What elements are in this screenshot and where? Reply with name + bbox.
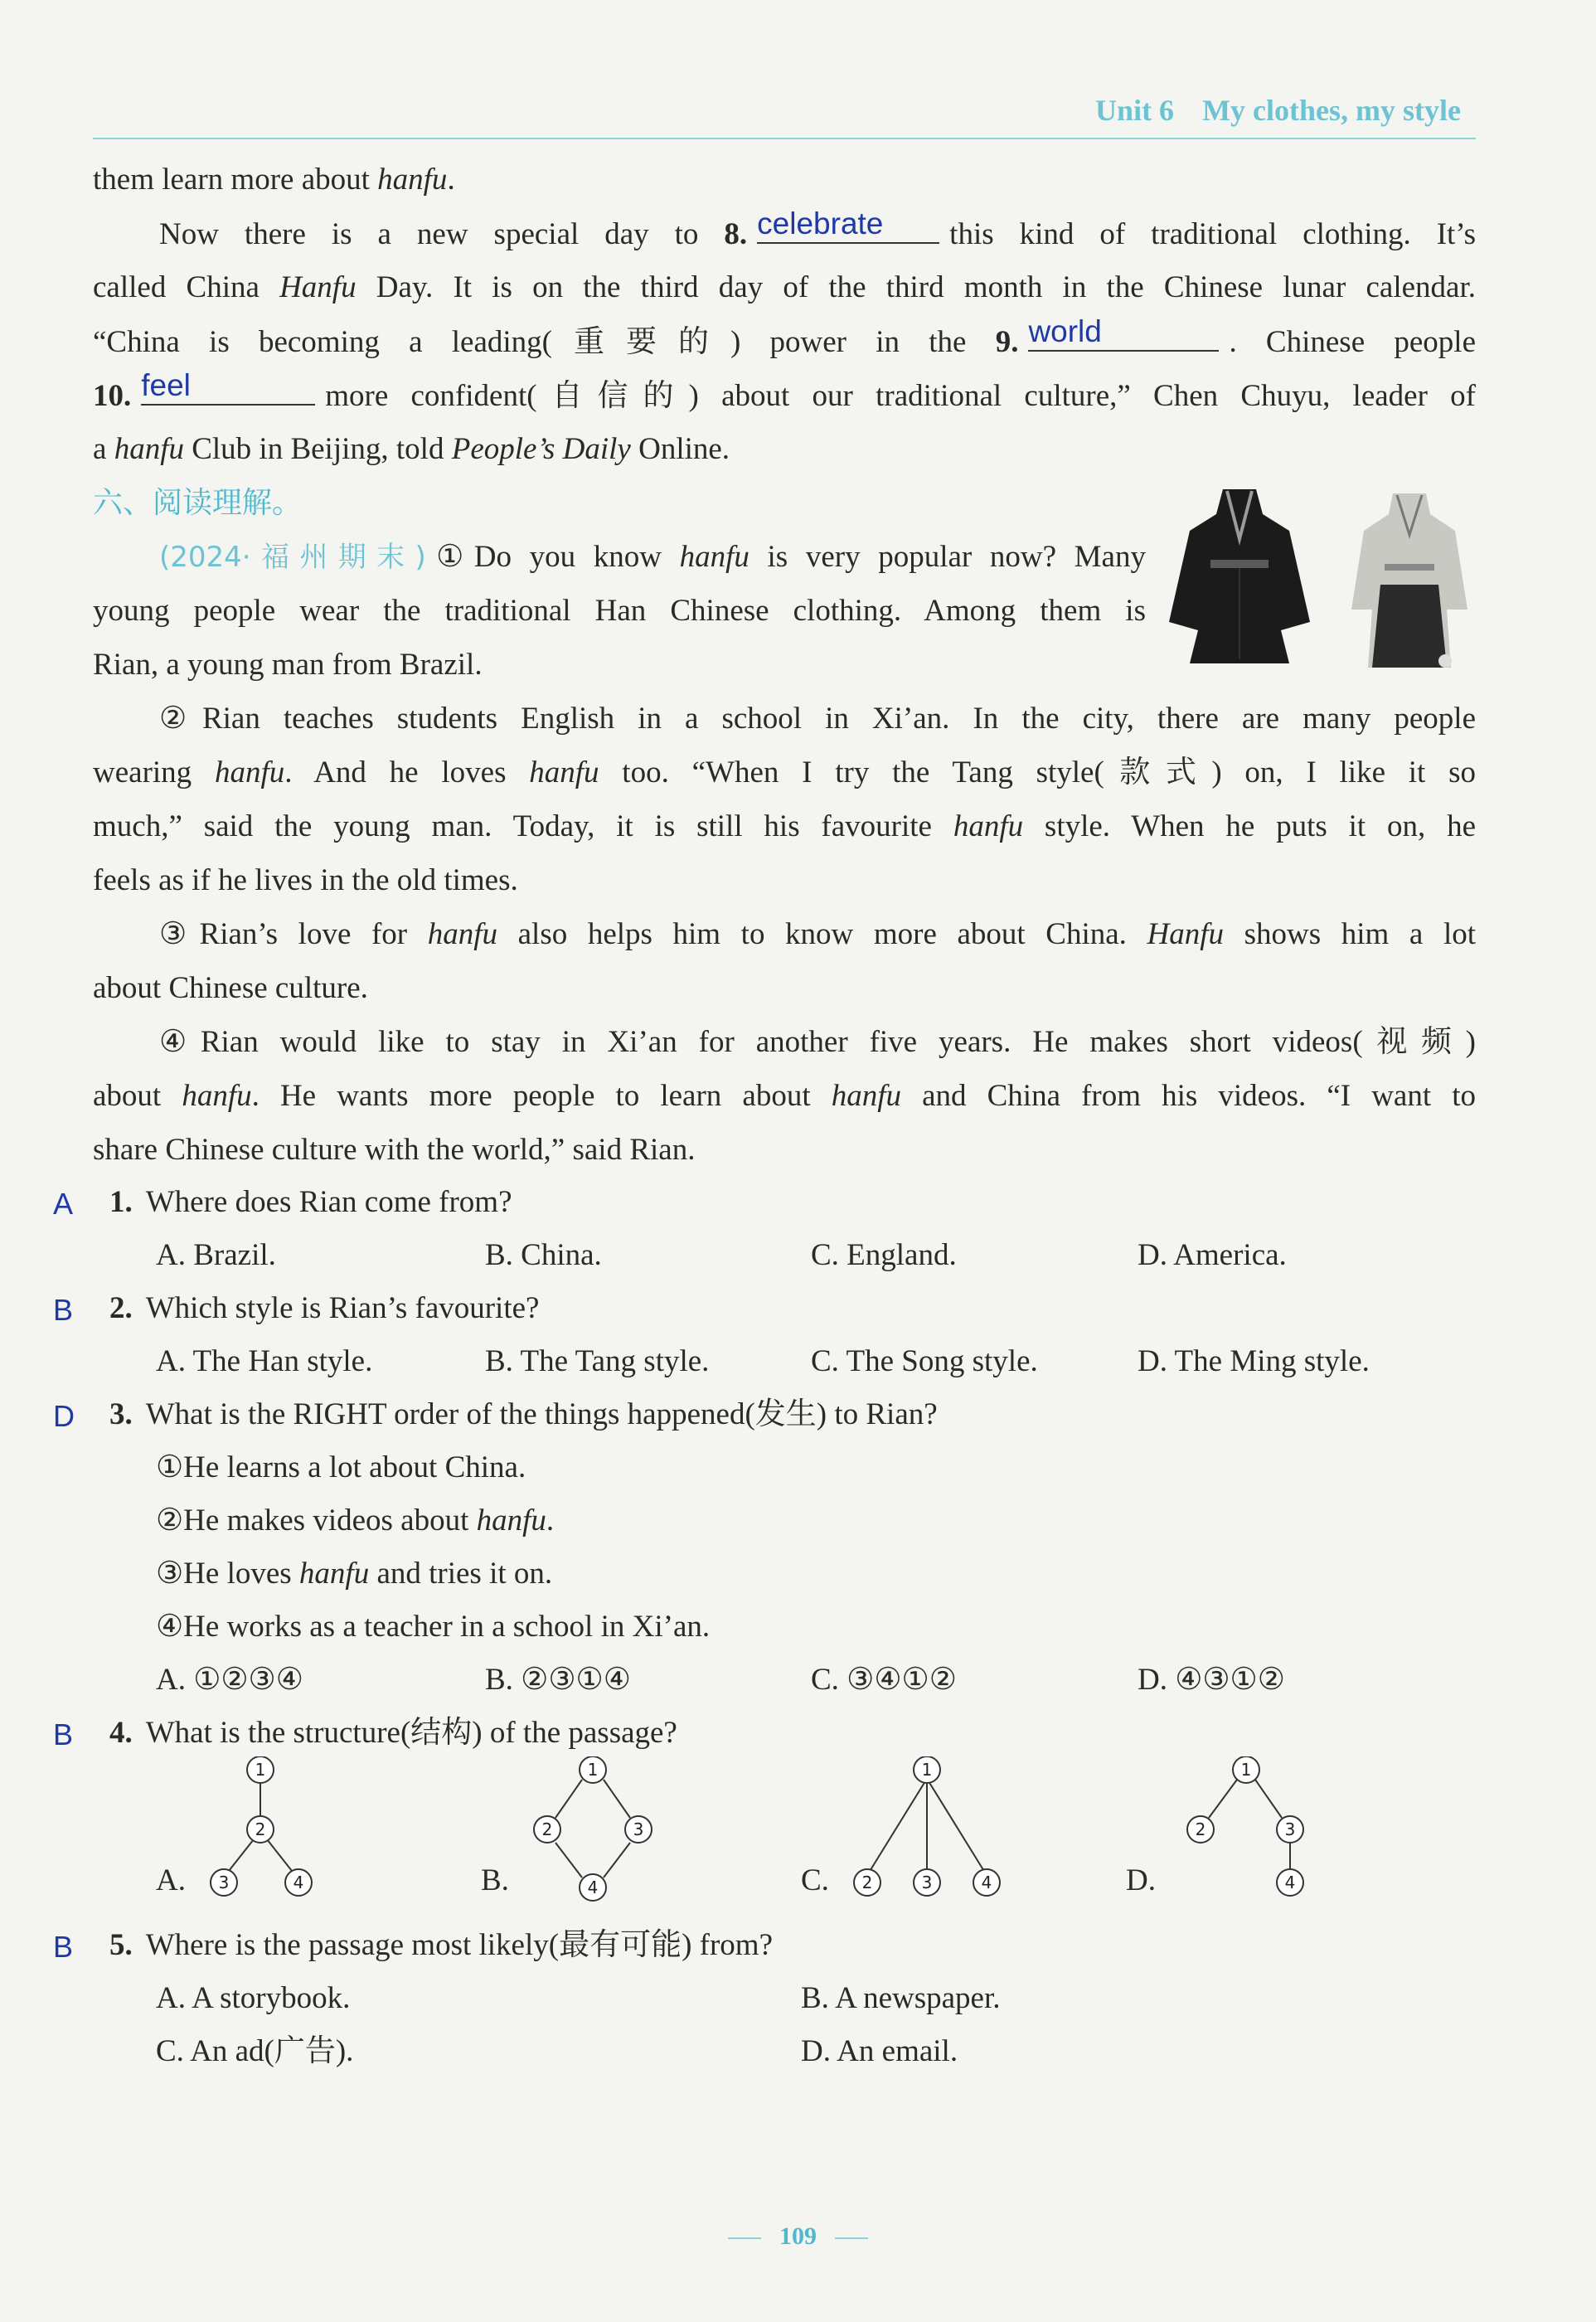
q4-diagram-a xyxy=(199,1756,332,1906)
q4-a-node-3: 3 xyxy=(218,1873,230,1892)
reading-p4-line-3: share Chinese culture with the world,” said Rian. xyxy=(93,1133,696,1167)
q3-option-a[interactable]: A. ①②③④ xyxy=(156,1663,303,1697)
q4-option-a[interactable]: A. xyxy=(156,1863,186,1897)
passage-line-4: “China is becoming a leading(重要的) power in the 9. world . Chinese people xyxy=(93,314,1476,359)
q4-diagram-d xyxy=(1169,1756,1318,1906)
reading-p4-line-1: ④Rian would like to stay in Xi’an for another five years. He makes short videos(视频) xyxy=(159,1025,1476,1059)
reading-p2-line-2: wearing hanfu. And he loves hanfu too. “When I try the Tang style(款式) on, I like it so xyxy=(93,755,1477,789)
blank-10[interactable] xyxy=(141,369,315,406)
q5-stem: 5. Where is the passage most likely(最有可能) from? xyxy=(109,1928,773,1962)
passage-line-6: a hanfu Club in Beijing, told People’s Daily Online. xyxy=(93,432,730,466)
reading-p3-line-2: about Chinese culture. xyxy=(93,971,368,1005)
reading-p1-line-1: (2024·福州期末)①Do you know hanfu is very popular now? Many xyxy=(159,540,1146,574)
q4-b-node-2: 2 xyxy=(541,1819,553,1839)
page-header xyxy=(93,93,1476,139)
reading-p2-line-3: much,” said the young man. Today, it is still his favourite hanfu style. When he puts it on, he xyxy=(93,809,1477,843)
page-number: 109 xyxy=(0,2222,1596,2251)
q3-item-4: ④He works as a teacher in a school in Xi’an. xyxy=(156,1610,711,1644)
black-hanfu-illustration xyxy=(1165,481,1314,672)
passage-line-3: called China Hanfu Day. It is on the third day of the third month in the Chinese lunar calendar. xyxy=(93,270,1476,304)
q1-option-a[interactable]: A. Brazil. xyxy=(156,1238,276,1272)
q4-a-node-2: 2 xyxy=(255,1819,266,1839)
q3-option-c[interactable]: C. ③④①② xyxy=(811,1663,957,1697)
blank-8-answer: celebrate xyxy=(757,206,884,240)
q4-stem: 4. What is the structure(结构) of the passage? xyxy=(109,1716,677,1750)
q3-item-3: ③He loves hanfu and tries it on. xyxy=(156,1557,553,1591)
white-black-hanfu-illustration xyxy=(1347,485,1472,676)
q5-option-a[interactable]: A. A storybook. xyxy=(156,1981,351,2015)
reading-p2-line-4: feels as if he lives in the old times. xyxy=(93,863,518,897)
reading-p3-line-1: ③Rian’s love for hanfu also helps him to know more about China. Hanfu shows him a lot xyxy=(159,917,1477,951)
q3-option-b[interactable]: B. ②③①④ xyxy=(485,1663,631,1697)
source-tag: (2024·福州期末) xyxy=(159,541,426,574)
q4-option-b[interactable]: B. xyxy=(481,1863,509,1897)
q5-option-c[interactable]: C. An ad(广告). xyxy=(156,2034,354,2068)
q2-option-b[interactable]: B. The Tang style. xyxy=(485,1344,710,1378)
section-title: 六、阅读理解。 xyxy=(93,486,303,520)
blank-8-number: 8. xyxy=(724,217,748,251)
q4-a-node-4: 4 xyxy=(293,1873,304,1892)
q4-b-node-1: 1 xyxy=(587,1760,599,1780)
q4-d-node-3: 3 xyxy=(1284,1819,1296,1839)
q1-option-c[interactable]: C. England. xyxy=(811,1238,957,1272)
q3-item-2: ②He makes videos about hanfu. xyxy=(156,1503,555,1537)
q4-d-node-4: 4 xyxy=(1284,1873,1296,1892)
passage-line-5: 10. feel more confident(自信的) about our traditional culture,” Chen Chuyu, leader of xyxy=(93,368,1476,413)
q4-d-node-2: 2 xyxy=(1195,1819,1206,1839)
blank-10-answer: feel xyxy=(141,368,191,402)
q2-option-c[interactable]: C. The Song style. xyxy=(811,1344,1038,1378)
q4-diagram-b xyxy=(522,1756,663,1906)
reading-p1-line-2: young people wear the traditional Han Chinese clothing. Among them is xyxy=(93,594,1146,628)
q2-option-d[interactable]: D. The Ming style. xyxy=(1138,1344,1370,1378)
q4-c-node-2: 2 xyxy=(861,1873,873,1892)
unit-title xyxy=(1095,93,1461,128)
q5-option-d[interactable]: D. An email. xyxy=(801,2034,958,2068)
q5-answer: B xyxy=(53,1930,74,1964)
q2-stem: 2. Which style is Rian’s favourite? xyxy=(109,1291,540,1325)
unit-label: Unit 6 xyxy=(1095,94,1175,127)
q4-c-node-4: 4 xyxy=(981,1873,992,1892)
q2-option-a[interactable]: A. The Han style. xyxy=(156,1344,373,1378)
q4-b-node-3: 3 xyxy=(633,1819,644,1839)
blank-9-number: 9. xyxy=(995,325,1019,359)
q4-b-node-4: 4 xyxy=(587,1878,599,1897)
q3-answer: D xyxy=(53,1399,75,1433)
q1-stem: 1. Where does Rian come from? xyxy=(109,1185,512,1219)
blank-9-answer: world xyxy=(1028,314,1102,348)
q4-answer: B xyxy=(53,1717,74,1751)
unit-name: My clothes, my style xyxy=(1202,94,1461,127)
q1-answer: A xyxy=(53,1187,74,1221)
q4-d-node-1: 1 xyxy=(1240,1760,1252,1780)
q4-c-node-1: 1 xyxy=(921,1760,933,1780)
q1-option-b[interactable]: B. China. xyxy=(485,1238,602,1272)
q3-option-d[interactable]: D. ④③①② xyxy=(1138,1663,1285,1697)
q1-option-d[interactable]: D. America. xyxy=(1138,1238,1287,1272)
q4-option-c[interactable]: C. xyxy=(801,1863,829,1897)
q4-option-d[interactable]: D. xyxy=(1126,1863,1156,1897)
blank-10-number: 10. xyxy=(93,379,132,413)
reading-p4-line-2: about hanfu. He wants more people to learn about hanfu and China from his videos. “I want to xyxy=(93,1079,1477,1113)
blank-9[interactable] xyxy=(1028,315,1219,352)
passage-line-2: Now there is a new special day to 8. celebrate this kind of traditional clothing. It’s xyxy=(159,206,1476,251)
q3-stem: 3. What is the RIGHT order of the things happened(发生) to Rian? xyxy=(109,1397,938,1431)
blank-8[interactable] xyxy=(757,207,939,244)
q3-item-1: ①He learns a lot about China. xyxy=(156,1450,526,1484)
q4-c-node-3: 3 xyxy=(921,1873,933,1892)
q4-a-node-1: 1 xyxy=(255,1760,266,1780)
q4-diagram-c xyxy=(844,1756,1010,1906)
reading-p1-line-3: Rian, a young man from Brazil. xyxy=(93,648,483,682)
q5-option-b[interactable]: B. A newspaper. xyxy=(801,1981,1001,2015)
passage-line-1: them learn more about hanfu. xyxy=(93,163,455,197)
q2-answer: B xyxy=(53,1293,74,1327)
reading-p2-line-1: ②Rian teaches students English in a school in Xi’an. In the city, there are many people xyxy=(159,702,1476,736)
